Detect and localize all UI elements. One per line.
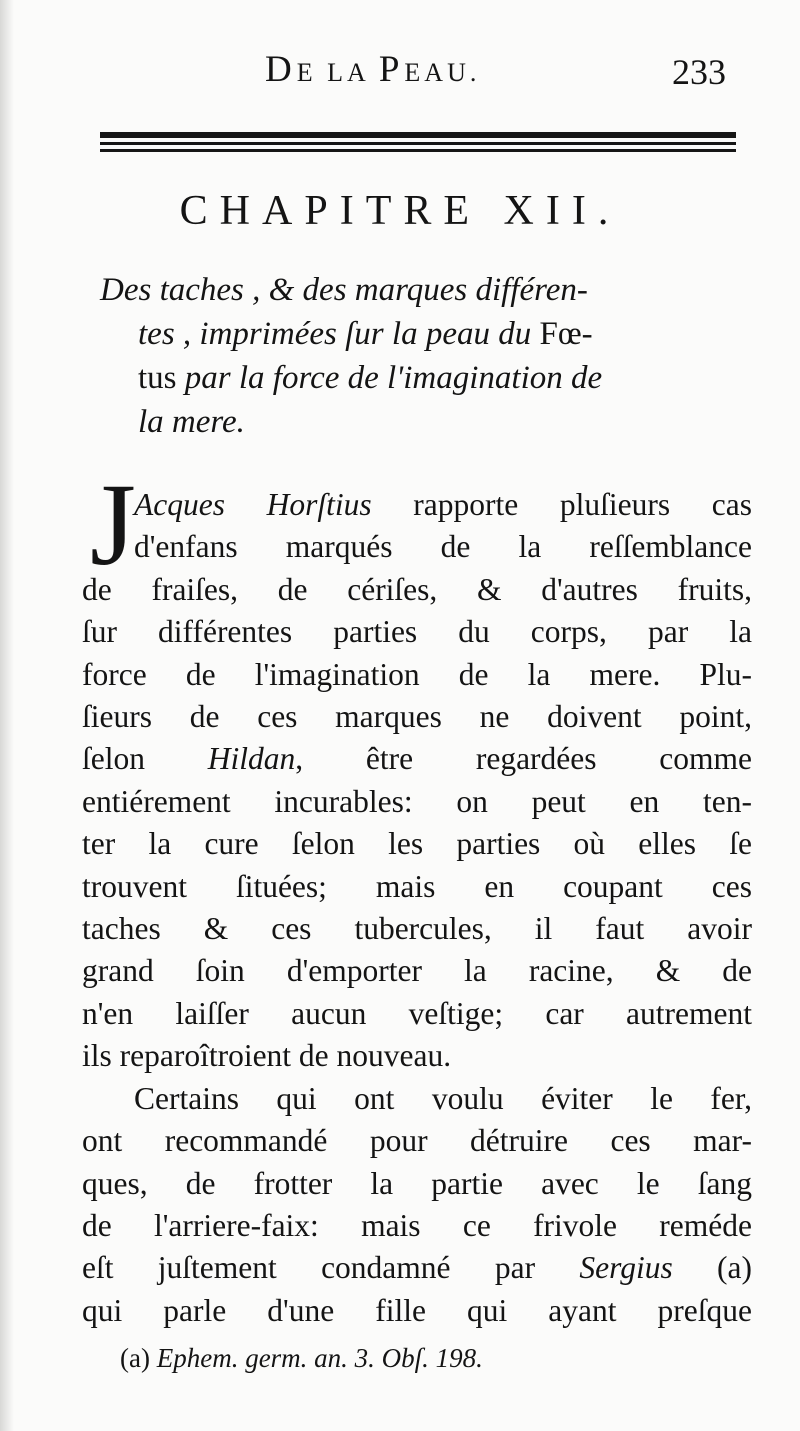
chapter-heading: CHAPITRE XII. — [179, 188, 621, 234]
text-line: ter la cure ſelon les parties où elles ſe — [82, 826, 752, 862]
text-line: force de l'imagination de la mere. Plu- — [82, 656, 752, 692]
drop-cap: J — [90, 459, 136, 590]
text-line: d'enfans marqués de la reſſemblance — [134, 529, 752, 565]
text-line: taches & ces tubercules, il faut avoir — [82, 911, 752, 947]
text-line — [82, 738, 752, 780]
footnote — [120, 1340, 483, 1376]
text-line: Certains qui ont voulu éviter le fer, — [134, 1080, 752, 1116]
heading-rule-thick — [100, 132, 736, 138]
text-run: , être regardées comme — [295, 741, 752, 777]
text-line: entiérement incurables: on peut en ten- — [82, 783, 752, 819]
text-line — [82, 1247, 752, 1289]
running-title-rest-1: E LA — [296, 58, 379, 87]
subtitle-line: Des taches , & des marques différen- — [100, 272, 588, 308]
text-line: de fraiſes, de cériſes, & d'autres fruits, — [82, 571, 752, 607]
subtitle-line: la mere. — [138, 404, 245, 440]
running-title-rest-2: EAU. — [404, 58, 481, 87]
page-number: 233 — [672, 52, 726, 92]
text-line: qui parle d'une fille qui ayant preſque — [82, 1292, 752, 1328]
subtitle-roman-text: Fœ- — [539, 316, 593, 352]
text-line: ils reparoîtroient de nouveau. — [82, 1038, 452, 1074]
text-line: de l'arriere-faix: mais ce frivole reméde — [82, 1207, 752, 1243]
text-line: ſur différentes parties du corps, par la — [82, 614, 752, 650]
chapter-subtitle — [100, 268, 750, 444]
text-line: trouvent ſituées; mais en coupant ces — [82, 868, 752, 904]
subtitle-text: tes , imprimées ſur la peau du — [138, 316, 540, 352]
subtitle-text: par la force de l'imagination de — [176, 360, 603, 396]
author-name: Acques Horſtius — [134, 487, 372, 522]
footnote-text: Ephem. germ. an. 3. Obſ. 198. — [156, 1343, 483, 1373]
text-line: n'en laiſſer aucun veſtige; car autrement — [82, 995, 752, 1031]
text-line: ont recommandé pour détruire ces mar- — [82, 1123, 752, 1159]
running-title-initial-1: D — [265, 49, 297, 90]
text-run: rapporte pluſieurs cas — [371, 487, 752, 522]
subtitle-line — [100, 356, 750, 400]
text-line — [82, 484, 752, 526]
body-text — [82, 484, 752, 1332]
text-line: grand ſoin d'emporter la racine, & de — [82, 953, 752, 989]
author-name: Sergius — [579, 1250, 673, 1286]
running-title — [265, 48, 480, 95]
subtitle-line — [100, 312, 750, 356]
paragraph-2 — [82, 1078, 752, 1332]
text-line: ſieurs de ces marques ne doivent point, — [82, 699, 752, 735]
author-name: Hildan — [207, 741, 296, 777]
text-run: eſt juſtement condamné par — [82, 1250, 580, 1286]
heading-rule-thin — [100, 149, 736, 152]
footnote-marker: (a) — [120, 1343, 157, 1373]
subtitle-roman-text: tus — [138, 360, 177, 396]
running-title-initial-2: P — [378, 49, 405, 90]
running-head — [0, 40, 800, 100]
text-line: ques, de frotter la partie avec le ſang — [82, 1165, 752, 1201]
text-run: ſelon — [82, 741, 208, 777]
heading-rule-middle — [100, 142, 736, 145]
paragraph-1 — [82, 484, 752, 1078]
footnote-reference: (a) — [672, 1250, 752, 1286]
